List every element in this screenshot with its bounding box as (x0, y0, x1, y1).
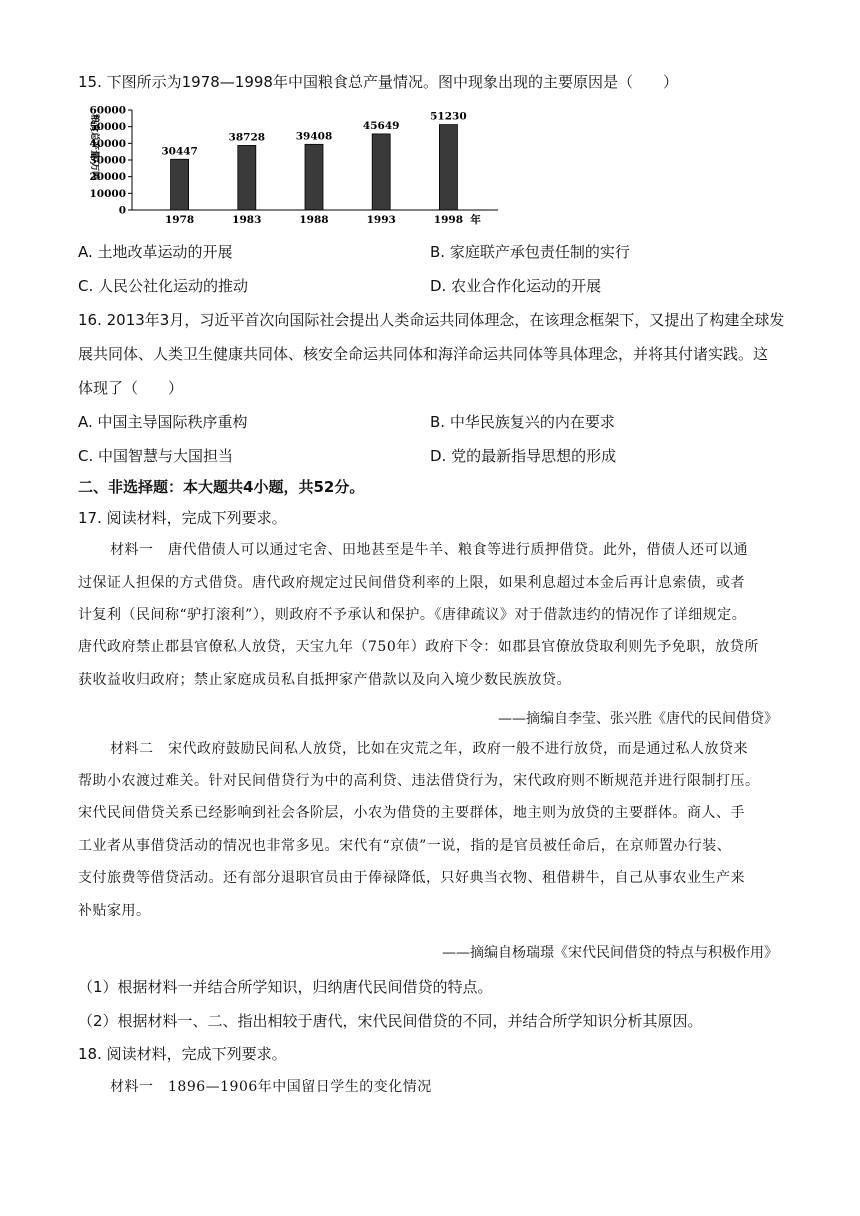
y-tick-label: 50000 (89, 121, 126, 134)
q17-material1-line-4: 唐代政府禁止郡县官僚私人放贷，天宝九年（750年）政府下令：如郡县官僚放贷取利则先予免职，放贷所 (78, 639, 759, 655)
data-label-1993: 45649 (362, 119, 400, 132)
data-label-1978: 30447 (161, 145, 198, 158)
q16-stem-line-3: 体现了（ ） (78, 379, 184, 397)
section-2-heading: 二、非选择题：本大题共4小题，共52分。 (78, 478, 365, 496)
q17-material2-source: ——摘编自杨瑞璟《宋代民间借贷的特点与积极作用》 (442, 945, 778, 961)
q17-material2-line-3: 宋代民间借贷关系已经影响到社会各阶层，小农为借贷的主要群体，地主则为放贷的主要群体。商人、手 (78, 805, 745, 821)
q17-material2-line-6: 补贴家用。 (78, 903, 151, 919)
y-tick-label: 10000 (89, 187, 126, 200)
q16-option-a: A. 中国主导国际秩序重构 (78, 413, 248, 431)
data-label-1998: 51230 (430, 110, 467, 123)
x-tick-label-1998: 1998 (433, 214, 464, 226)
x-tick-label-1988: 1988 (299, 214, 329, 226)
data-label-1988: 39408 (295, 130, 333, 143)
grain-output-chart (78, 100, 518, 230)
bar-1998 (439, 125, 457, 210)
q15-stem: 15. 下图所示为1978—1998年中国粮食总产量情况。图中现象出现的主要原因是（ ） (78, 73, 678, 91)
y-tick-label: 0 (118, 204, 126, 217)
y-tick-label: 40000 (89, 137, 126, 150)
bar-1983 (238, 145, 256, 210)
x-axis-unit: 年 (470, 214, 481, 226)
data-label-1983: 38728 (228, 131, 266, 144)
q17-material2-line-2: 帮助小农渡过难关。针对民间借贷行为中的高利贷、违法借贷行为，宋代政府则不断规范并进行限制打压。 (78, 773, 760, 789)
q17-stem: 17. 阅读材料，完成下列要求。 (78, 509, 287, 527)
q15-option-b: B. 家庭联产承包责任制的实行 (430, 243, 630, 261)
q15-option-a: A. 土地改革运动的开展 (78, 243, 233, 261)
q16-stem-line-2: 展共同体、人类卫生健康共同体、核安全命运共同体和海洋命运共同体等具体理念，并将其付诸实践。这 (78, 345, 769, 363)
q16-option-b: B. 中华民族复兴的内在要求 (430, 413, 615, 431)
q17-sub-question-1: （1）根据材料一并结合所学知识，归纳唐代民间借贷的特点。 (78, 978, 493, 996)
q17-material2-line-4: 工业者从事借贷活动的情况也非常多见。宋代有“京债”一说，指的是官员被任命后，在京师置办行装、 (78, 838, 732, 854)
q16-option-d: D. 党的最新指导思想的形成 (430, 447, 617, 465)
q17-material1-line-1: 材料一 唐代借债人可以通过宅舍、田地甚至是牛羊、粮食等进行质押借贷。此外，借债人还可以通 (110, 542, 748, 558)
y-tick-label: 60000 (89, 104, 126, 117)
q17-material1-line-3: 计复利（民间称“驴打滚利”），则政府不予承认和保护。《唐律疏议》对于借款违约的情况作了详细规定。 (78, 607, 747, 623)
q17-material1-source: ——摘编自李莹、张兴胜《唐代的民间借贷》 (498, 711, 778, 727)
y-tick-label: 20000 (89, 171, 126, 184)
bar-1978 (171, 159, 189, 210)
q17-sub-question-2: （2）根据材料一、二、指出相较于唐代，宋代民间借贷的不同，并结合所学知识分析其原因。 (78, 1012, 703, 1030)
bar-1988 (305, 144, 323, 210)
q17-material1-line-5: 获收益收归政府；禁止家庭成员私自抵押家产借款以及向入境少数民族放贷。 (78, 672, 571, 688)
q15-option-d: D. 农业合作化运动的开展 (430, 277, 602, 295)
y-axis-label: 粮食总产量/万吨 (89, 114, 99, 181)
q16-stem-line-1: 16. 2013年3月，习近平首次向国际社会提出人类命运共同体理念，在该理念框架下，又提出了构建全球发 (78, 311, 785, 329)
q17-material2-line-5: 支付旅费等借贷活动。还有部分退职官员由于俸禄降低，只好典当衣物、租借耕牛，自己从事农业生产来 (78, 870, 745, 886)
q18-material1-title: 材料一 1896—1906年中国留日学生的变化情况 (110, 1079, 432, 1095)
bar-1993 (372, 134, 390, 210)
q17-material1-line-2: 过保证人担保的方式借贷。唐代政府规定过民间借贷利率的上限，如果利息超过本金后再计息索债，或者 (78, 575, 745, 591)
y-tick-label: 30000 (89, 154, 126, 167)
q17-material2-line-1: 材料二 宋代政府鼓励民间私人放贷，比如在灾荒之年，政府一般不进行放贷，而是通过私人放贷来 (110, 741, 748, 757)
q16-option-c: C. 中国智慧与大国担当 (78, 447, 234, 465)
x-tick-label-1978: 1978 (164, 214, 195, 226)
q15-option-c: C. 人民公社化运动的推动 (78, 277, 249, 295)
q18-stem: 18. 阅读材料，完成下列要求。 (78, 1045, 287, 1063)
x-tick-label-1983: 1983 (232, 214, 262, 226)
x-tick-label-1993: 1993 (366, 214, 396, 226)
